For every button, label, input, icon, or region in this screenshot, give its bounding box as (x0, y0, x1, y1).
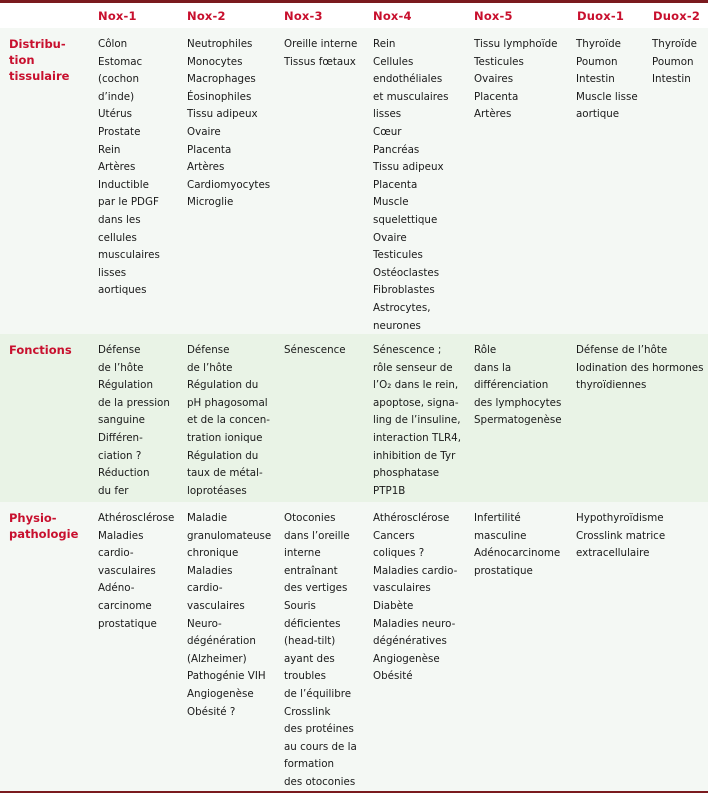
col-header-duox2: Duox-2 (653, 9, 701, 23)
col-header-nox3: Nox-3 (284, 9, 323, 23)
cell-phys-duox1: Hypothyroïdisme Crosslink matrice extracellulaire (576, 512, 666, 560)
row-label-distribution: Distribu- tion tissulaire (9, 37, 70, 83)
col-header-nox4: Nox-4 (373, 9, 412, 23)
cell-dist-nox2: Neutrophiles Monocytes Macrophages Éosinophiles Tissu adipeux Ovaire Placenta Artères Cardiomyocytes Microglie (187, 38, 271, 209)
table-header (0, 3, 708, 28)
cell-dist-nox4: Rein Cellules endothéliales et musculaires lisses Cœur Pancréas Tissu adipeux Placenta Muscle squelettique Ovaire Testicules Ostéoclastes Fibroblastes Astrocytes, neurones (373, 38, 449, 332)
bottom-rule (0, 791, 708, 793)
row-label-physiopathologie: Physio- pathologie (9, 511, 79, 541)
row-physiopathologie (0, 502, 708, 791)
cell-fonc-duox1: Défense de l’hôte Iodination des hormones thyroïdiennes (576, 344, 704, 392)
cell-dist-duox2: Thyroïde Poumon Intestin (652, 38, 697, 86)
cell-fonc-nox4: Sénescence ; rôle senseur de l’O₂ dans le rein, apoptose, signa- ling de l’insuline, interaction TLR4, inhibition de Tyr phosphatase PTP1B (373, 344, 461, 497)
col-header-nox2: Nox-2 (187, 9, 226, 23)
col-header-nox1: Nox-1 (98, 9, 137, 23)
cell-phys-nox5: Infertilité masculine Adénocarcinome prostatique (474, 512, 561, 577)
row-distribution (0, 28, 708, 334)
col-header-nox5: Nox-5 (474, 9, 513, 23)
cell-dist-nox1: Côlon Estomac (cochon d’inde) Utérus Prostate Rein Artères Inductible par le PDGF dans les cellules musculaires lisses aortiques (98, 38, 160, 297)
cell-fonc-nox1: Défense de l’hôte Régulation de la pression sanguine Différen- ciation ? Réduction du fer (98, 344, 170, 497)
cell-dist-nox3: Oreille interne Tissus fœtaux (284, 38, 358, 68)
col-header-duox1: Duox-1 (577, 9, 625, 23)
row-fonctions (0, 334, 708, 502)
cell-phys-nox3: Otoconies dans l’oreille interne entraînant des vertiges Souris déficientes (head-tilt) ayant des troubles de l’équilibre Crosslink des protéines au cours de la formation des otoconies (284, 512, 357, 788)
cell-phys-nox2: Maladie granulomateuse chronique Maladies cardio- vasculaires Neuro- dégénération (Alzheimer) Pathogénie VIH Angiogenèse Obésité ? (187, 512, 272, 718)
row-label-fonctions: Fonctions (9, 343, 72, 357)
cell-phys-nox1: Athérosclérose Maladies cardio- vasculaires Adéno- carcinome prostatique (98, 512, 175, 630)
cell-dist-duox1: Thyroïde Poumon Intestin Muscle lisse aortique (576, 38, 638, 121)
cell-fonc-nox2: Défense de l’hôte Régulation du pH phagosomal et de la concen- tration ionique Régulation du taux de métal- loprotéases (187, 344, 270, 497)
cell-phys-nox4: Athérosclérose Cancers coliques ? Maladies cardio- vasculaires Diabète Maladies neuro- dégénératives Angiogenèse Obésité (373, 512, 458, 683)
cell-fonc-nox3: Sénescence (284, 344, 346, 356)
cell-fonc-nox5: Rôle dans la différenciation des lymphocytes Spermatogenèse (474, 344, 562, 427)
cell-dist-nox5: Tissu lymphoïde Testicules Ovaires Placenta Artères (474, 38, 558, 121)
